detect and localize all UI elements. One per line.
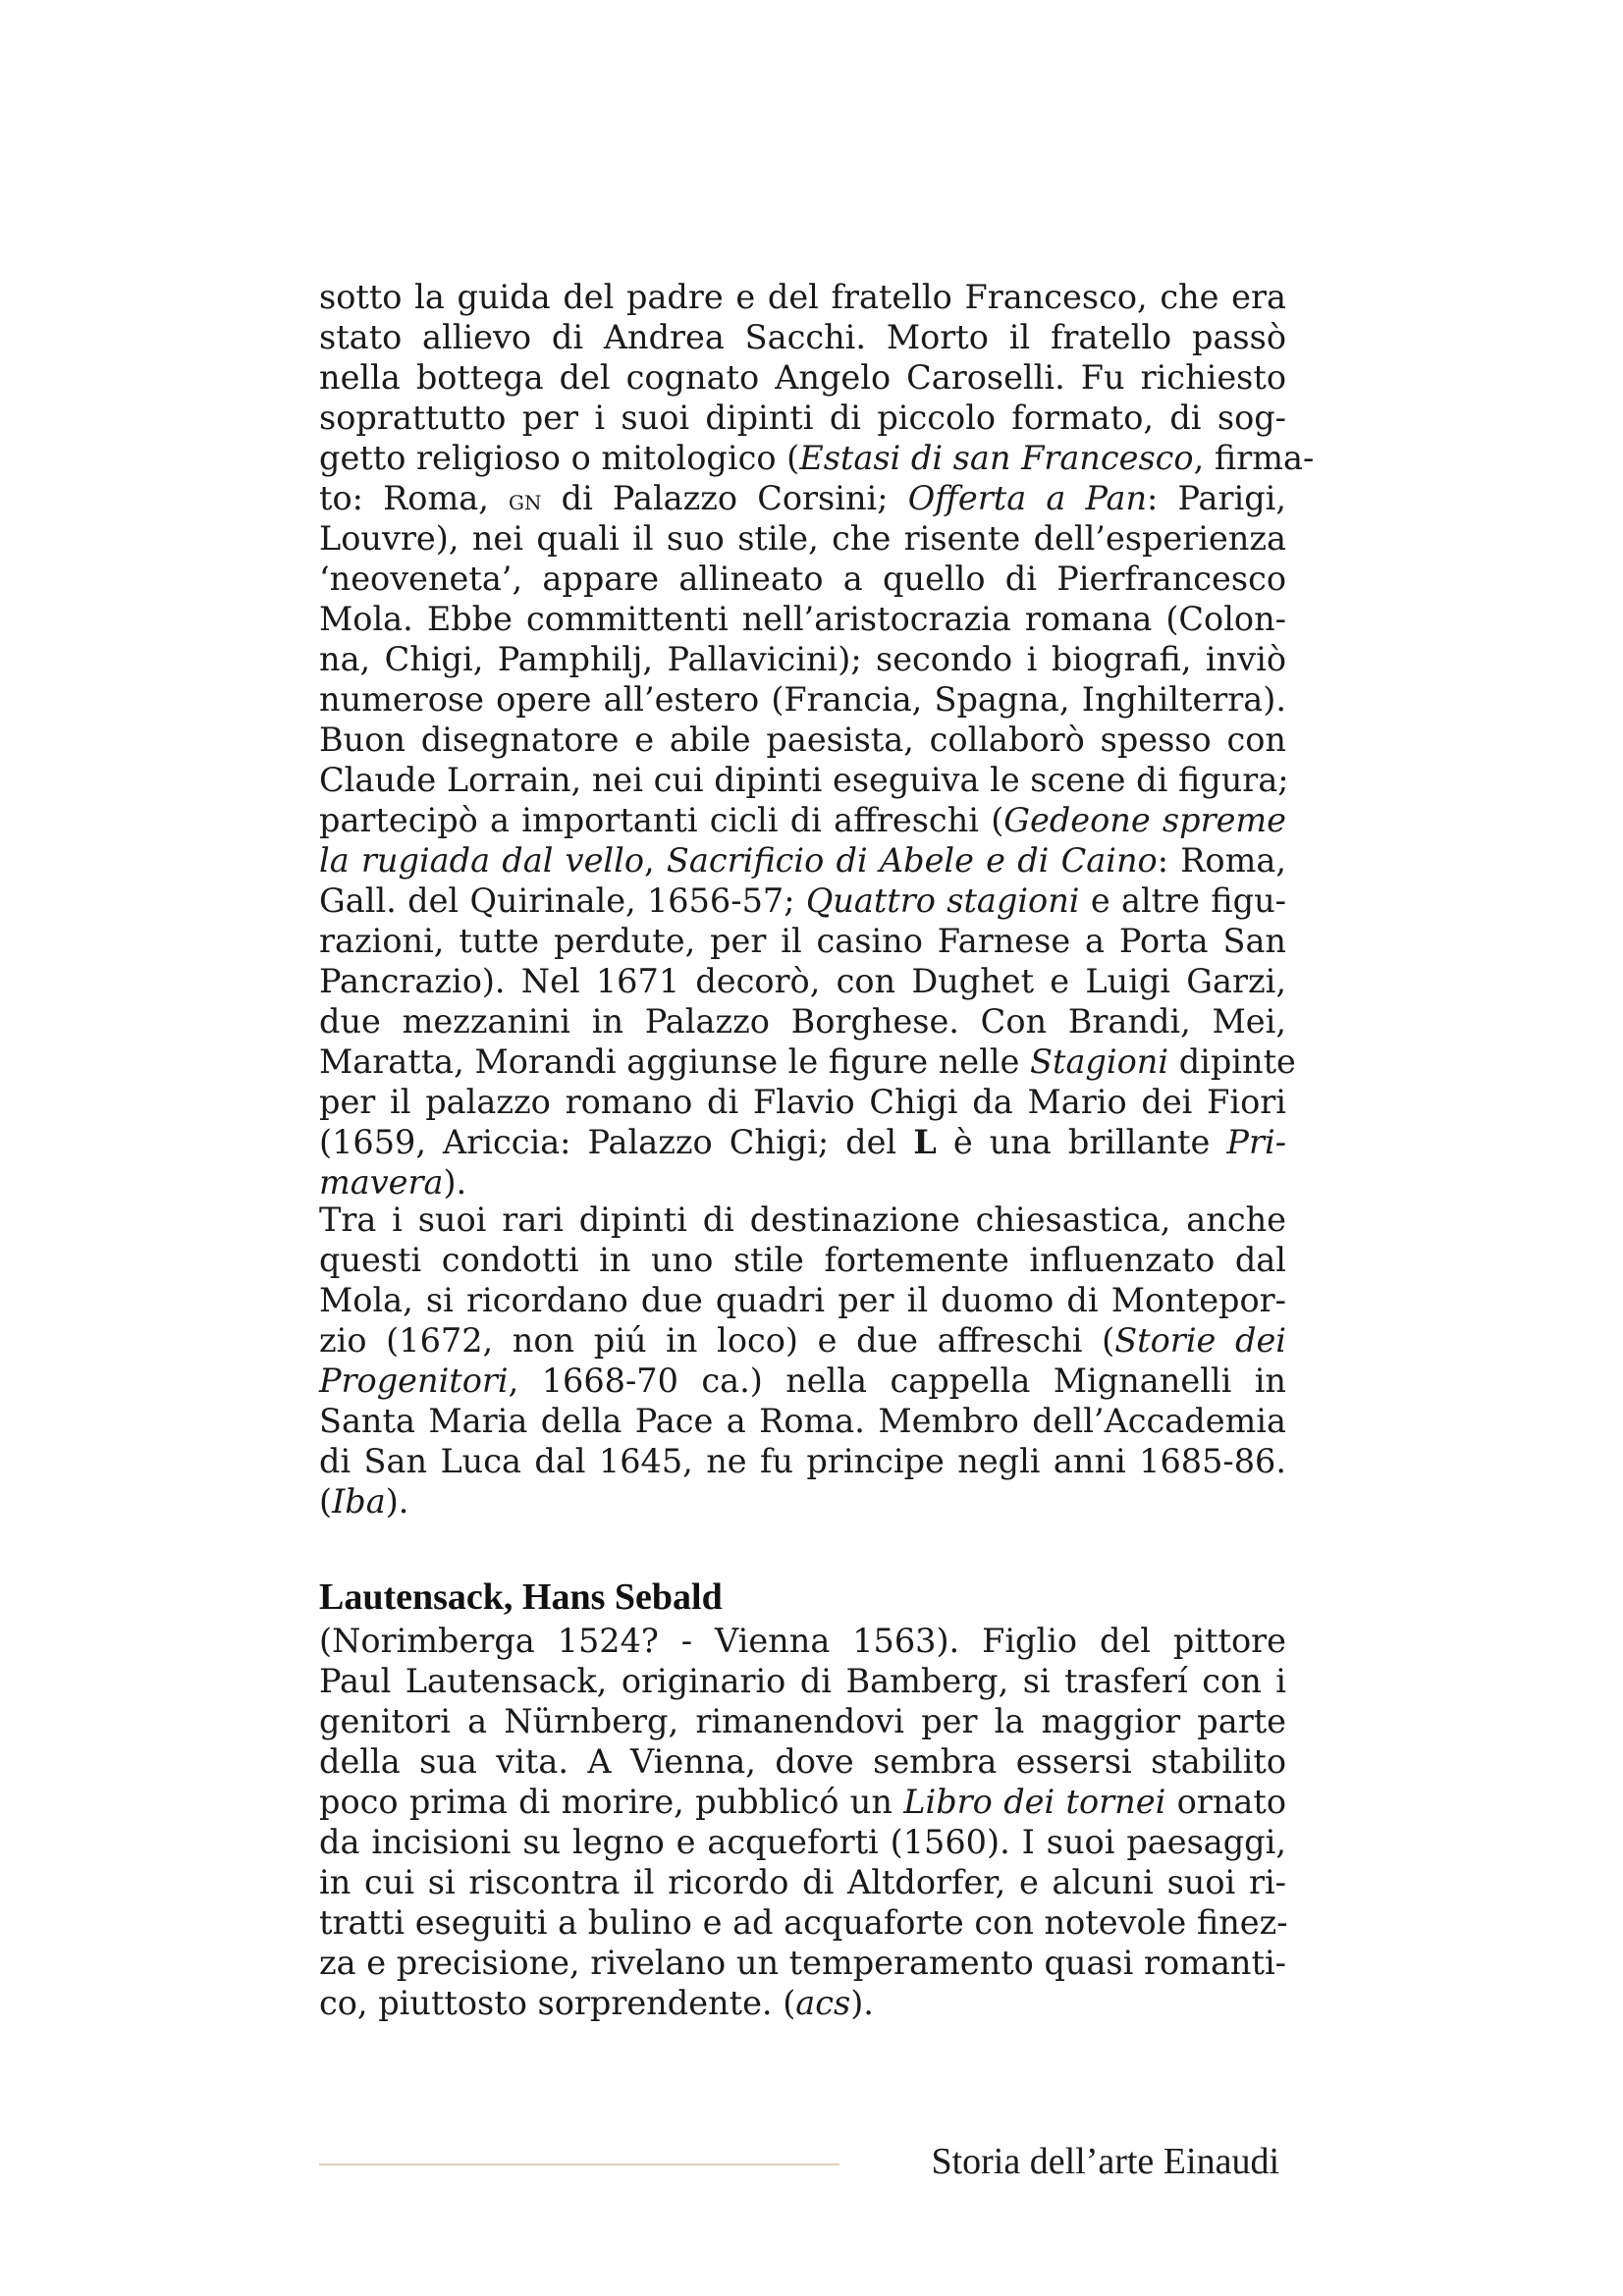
text-run: ). — [443, 1163, 467, 1201]
entry-title: Lautensack, Hans Sebald — [319, 1576, 723, 1618]
text-run: getto religioso o mitologico ( — [319, 439, 800, 477]
text-line: numerose opere all’estero (Francia, Spagna, Inghilterra). — [319, 680, 1286, 719]
text-line — [319, 1782, 1286, 1822]
artwork-title: mavera — [319, 1163, 444, 1201]
text-run: : Roma, — [1157, 841, 1286, 880]
text-run: zio (1672, non piú in loco) e due affreschi ( — [319, 1321, 1115, 1360]
text-line — [319, 1122, 1286, 1162]
text-line: razioni, tutte perdute, per il casino Farnese a Porta San — [319, 922, 1286, 960]
text-line — [319, 478, 1286, 518]
text-run: co, piuttosto sorprendente. ( — [319, 1984, 796, 2022]
text-run: ( — [319, 1482, 333, 1521]
footer-publication-title: Storia dell’arte Einaudi — [931, 2141, 1279, 2182]
text-line: (Norimberga 1524? - Vienna 1563). Figlio del pittore — [319, 1622, 1286, 1660]
text-line: Pancrazio). Nel 1671 decorò, con Dughet e Luigi Garzi, — [319, 962, 1286, 1000]
text-run: (1659, Ariccia: Palazzo Chigi; del — [319, 1123, 914, 1161]
text-run: Maratta, Morandi aggiunse le figure nelle — [319, 1042, 1031, 1081]
text-line: za e precisione, rivelano un temperamento quasi romanti- — [319, 1944, 1286, 1982]
text-line: Tra i suoi rari dipinti di destinazione chiesastica, anche — [319, 1201, 1286, 1239]
author-initials: Iba — [332, 1482, 386, 1521]
author-initials: acs — [795, 1984, 851, 2022]
text-line: tratti eseguiti a bulino e ad acquaforte con notevole finez- — [319, 1903, 1288, 1942]
text-line: genitori a Nürnberg, rimanendovi per la maggior parte — [319, 1702, 1286, 1740]
text-run: di Palazzo Corsini; — [541, 479, 908, 517]
artwork-title: Offerta a Pan — [907, 479, 1148, 517]
text-line: soprattutto per i suoi dipinti di piccolo formato, di sog- — [319, 399, 1286, 437]
text-run: poco prima di morire, pubblicó un — [319, 1783, 904, 1821]
text-run: ). — [385, 1482, 409, 1521]
paragraph-lautensack — [319, 1621, 1286, 2023]
paragraph-lauri-churches — [319, 1200, 1286, 1522]
text-run: , 1668-70 ca.) nella cappella Mignanelli in — [508, 1362, 1286, 1400]
text-line: sotto la guida del padre e del fratello Francesco, che era — [319, 278, 1286, 316]
text-run: è una brillante — [936, 1123, 1227, 1161]
text-run: ). — [850, 1984, 874, 2022]
text-line — [319, 438, 1315, 478]
artwork-title: Storie dei — [1114, 1321, 1286, 1360]
artwork-title: Progenitori — [319, 1362, 509, 1400]
artwork-title: Stagioni — [1030, 1042, 1169, 1081]
text-line: Louvre), nei quali il suo stile, che risente dell’esperienza — [319, 519, 1286, 558]
text-line: due mezzanini in Palazzo Borghese. Con Brandi, Mei, — [319, 1002, 1286, 1041]
text-line — [319, 1320, 1286, 1361]
text-line: da incisioni su legno e acqueforti (1560). I suoi paesaggi, — [319, 1823, 1286, 1861]
text-line: Mola, si ricordano due quadri per il duomo di Montepor- — [319, 1281, 1286, 1319]
text-line: nella bottega del cognato Angelo Caroselli. Fu richiesto — [319, 358, 1286, 397]
text-run: dipinte — [1168, 1042, 1296, 1081]
text-line: per il palazzo romano di Flavio Chigi da Mario dei Fiori — [319, 1083, 1286, 1121]
text-line — [319, 1162, 1286, 1202]
text-line: Paul Lautensack, originario di Bamberg, si trasferí con i — [319, 1662, 1286, 1700]
text-line — [319, 1041, 1296, 1082]
paragraph-lauri-continued — [319, 277, 1315, 1202]
text-run: partecipò a importanti cicli di affreschi ( — [319, 801, 1004, 839]
text-line — [319, 881, 1286, 921]
text-line: Claude Lorrain, nei cui dipinti eseguiva le scene di figura; — [319, 761, 1289, 799]
text-line: di San Luca dal 1645, ne fu principe negli anni 1685-86. — [319, 1442, 1286, 1480]
entry-abbreviation: L — [913, 1123, 937, 1161]
text-run: , — [644, 841, 667, 880]
text-run: : Parigi, — [1147, 479, 1287, 517]
text-line — [319, 1983, 1286, 2023]
text-run: e altre figu- — [1079, 881, 1286, 920]
author-signature — [319, 1481, 1286, 1522]
artwork-title: Libro dei tornei — [903, 1783, 1166, 1821]
abbreviation: gn — [509, 484, 542, 516]
footer-rule — [319, 2163, 839, 2165]
artwork-title: Gedeone spreme — [1003, 801, 1286, 839]
text-line: questi condotti in uno stile fortemente influenzato dal — [319, 1241, 1286, 1279]
artwork-title: Pri- — [1226, 1123, 1287, 1161]
text-line: na, Chigi, Pamphilj, Pallavicini); secondo i biografi, inviò — [319, 640, 1286, 678]
text-line: Santa Maria della Pace a Roma. Membro dell’Accademia — [319, 1402, 1286, 1440]
text-line: ‘neoveneta’, appare allineato a quello di Pierfrancesco — [319, 560, 1286, 598]
text-line — [319, 800, 1286, 840]
text-line: della sua vita. A Vienna, dove sembra essersi stabilito — [319, 1742, 1286, 1781]
text-run: Gall. del Quirinale, 1656-57; — [319, 881, 806, 920]
text-line: stato allievo di Andrea Sacchi. Morto il fratello passò — [319, 318, 1286, 356]
artwork-title: Quattro stagioni — [805, 881, 1080, 920]
text-run: ornato — [1165, 1783, 1287, 1821]
text-line — [319, 840, 1286, 881]
text-line: Buon disegnatore e abile paesista, collaborò spesso con — [319, 721, 1286, 759]
artwork-title: Sacrificio di Abele e di Caino — [666, 841, 1158, 880]
text-run: to: Roma, — [319, 479, 509, 517]
text-run: , firma- — [1193, 439, 1315, 477]
text-line: Mola. Ebbe committenti nell’aristocrazia romana (Colon- — [319, 600, 1286, 638]
text-line: in cui si riscontra il ricordo di Altdorfer, e alcuni suoi ri- — [319, 1863, 1286, 1901]
artwork-title: la rugiada dal vello — [319, 841, 645, 880]
artwork-title: Estasi di san Francesco — [799, 439, 1194, 477]
text-line — [319, 1361, 1286, 1401]
